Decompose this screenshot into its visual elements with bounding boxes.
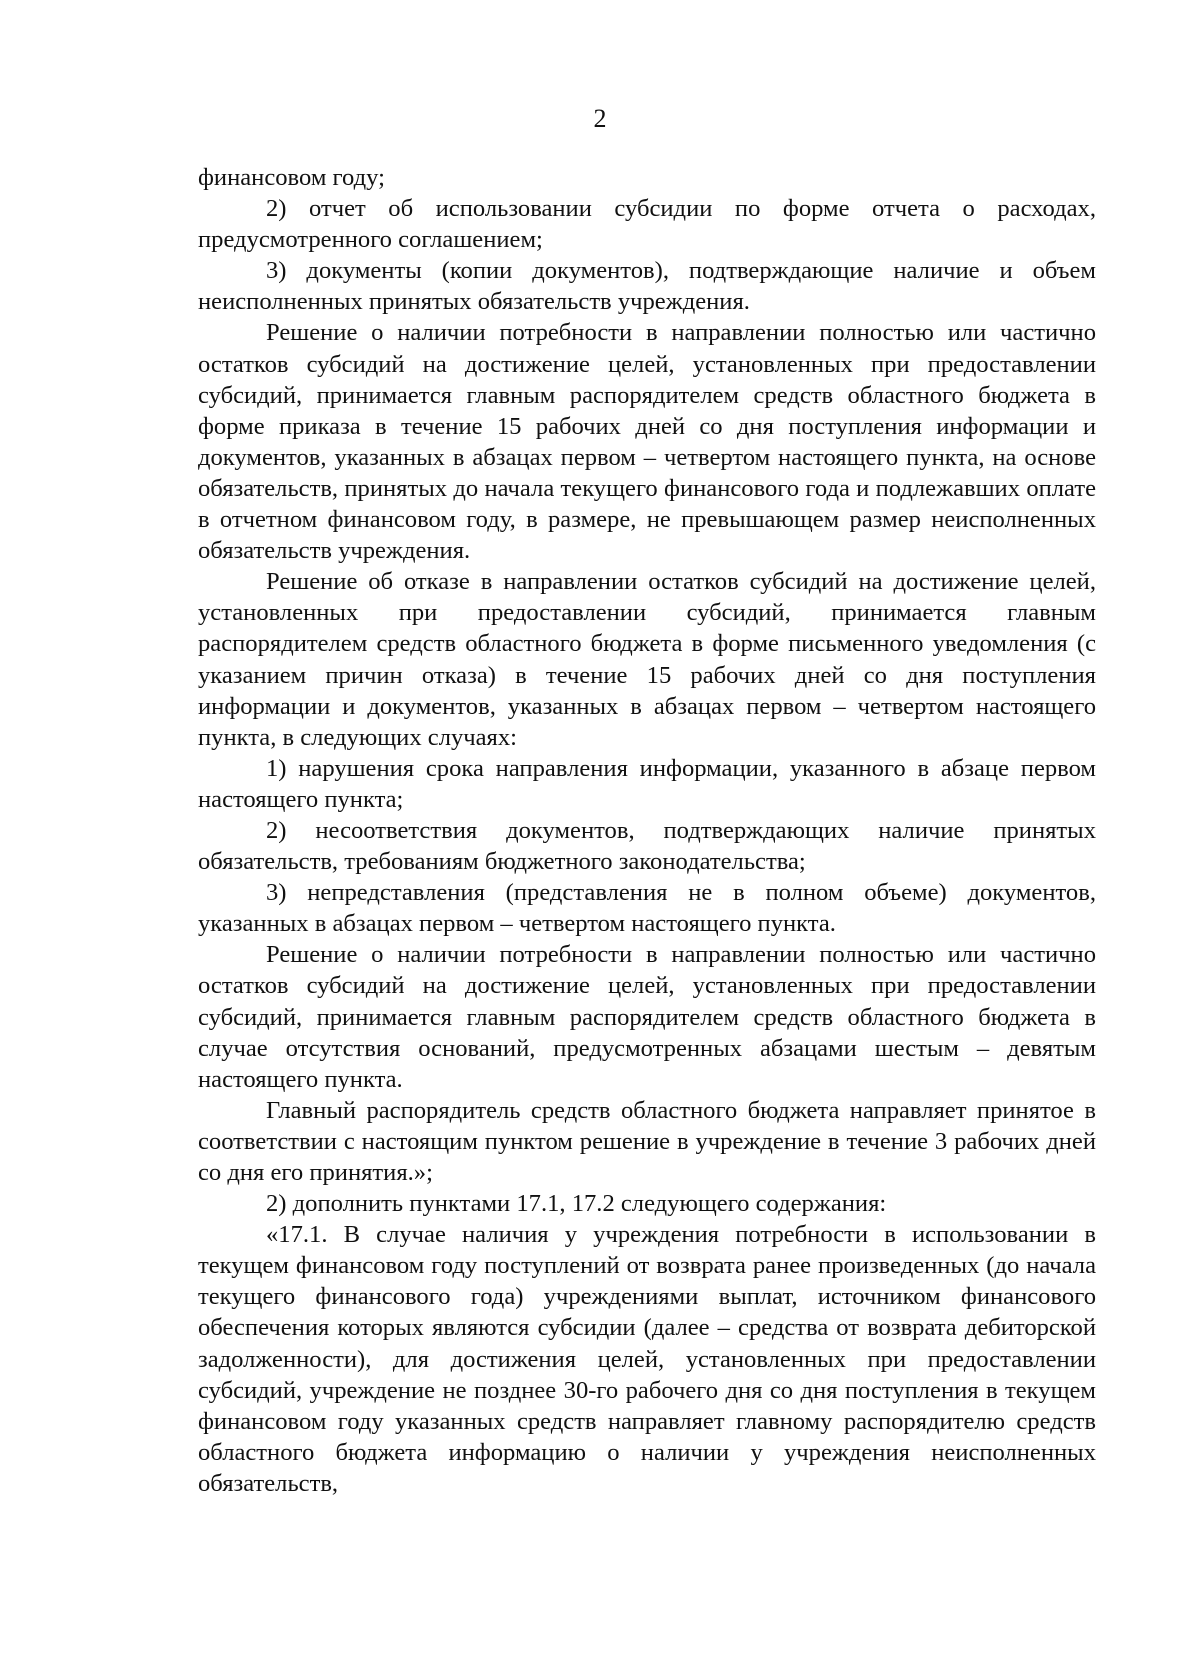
paragraph-continuation: финансовом году;	[198, 164, 385, 191]
paragraph-decision-need: Решение о наличии потребности в направлении полностью или частично остатков субсидий на достижение целей, установленных при предоставлении субсидий, принимается главным распорядителем средств областного бюджета в форме приказа в течение 15 рабочих дней со дня поступления информации и документов, указанных в абзацах первом – четвертом настоящего пункта, на основе обязательств, принятых до начала текущего финансового года и подлежавших оплате в отчетном финансовом году, в размере, не превышающем размер неисполненных обязательств учреждения.	[198, 319, 1096, 565]
paragraph-amendment: 2) дополнить пунктами 17.1, 17.2 следующего содержания:	[266, 1190, 887, 1218]
paragraph-refusal-case-3: 3) непредставления (представления не в полном объеме) документов, указанных в абзацах первом – четвертом настоящего пункта.	[198, 879, 1096, 938]
paragraph-refusal-case-1: 1) нарушения срока направления информации, указанного в абзаце первом настоящего пункта;	[198, 754, 1096, 813]
paragraph-decision-sending: Главный распорядитель средств областного бюджета направляет принятое в соответствии с настоящим пунктом решение в учреждение в течение 3 рабочих дней со дня его принятия.»;	[198, 1096, 1096, 1186]
document-body	[198, 162, 1096, 1499]
paragraph-documents-item: 3) документы (копии документов), подтверждающие наличие и объем неисполненных принятых обязательств учреждения.	[198, 257, 1096, 316]
paragraph-report-item: 2) отчет об использовании субсидии по форме отчета о расходах, предусмотренного соглашением;	[198, 195, 1096, 254]
paragraph-clause-17-1: «17.1. В случае наличия у учреждения потребности в использовании в текущем финансовом году поступлений от возврата ранее произведенных (до начала текущего финансового года) учреждениями выплат, источником финансового обеспечения которых являются субсидии (далее – средства от возврата дебиторской задолженности), для достижения целей, установленных при предоставлении субсидий, учреждение не позднее 30-го рабочего дня со дня поступления в текущем финансовом году указанных средств направляет главному распорядителю средств областного бюджета информацию о наличии у учреждения неисполненных обязательств,	[198, 1221, 1096, 1497]
paragraph-refusal-case-2: 2) несоответствия документов, подтверждающих наличие принятых обязательств, требованиям бюджетного законодательства;	[198, 816, 1096, 876]
paragraph-decision-refusal: Решение об отказе в направлении остатков субсидий на достижение целей, установленных при предоставлении субсидий, принимается главным распорядителем средств областного бюджета в форме письменного уведомления (с указанием причин отказа) в течение 15 рабочих дней со дня поступления информации и документов, указанных в абзацах первом – четвертом настоящего пункта, в следующих случаях:	[198, 568, 1096, 751]
page-number: 2	[593, 104, 607, 133]
paragraph-decision-absence: Решение о наличии потребности в направлении полностью или частично остатков субсидий на достижение целей, установленных при предоставлении субсидий, принимается главным распорядителем средств областного бюджета в случае отсутствия оснований, предусмотренных абзацами шестым – девятым настоящего пункта.	[198, 941, 1096, 1093]
